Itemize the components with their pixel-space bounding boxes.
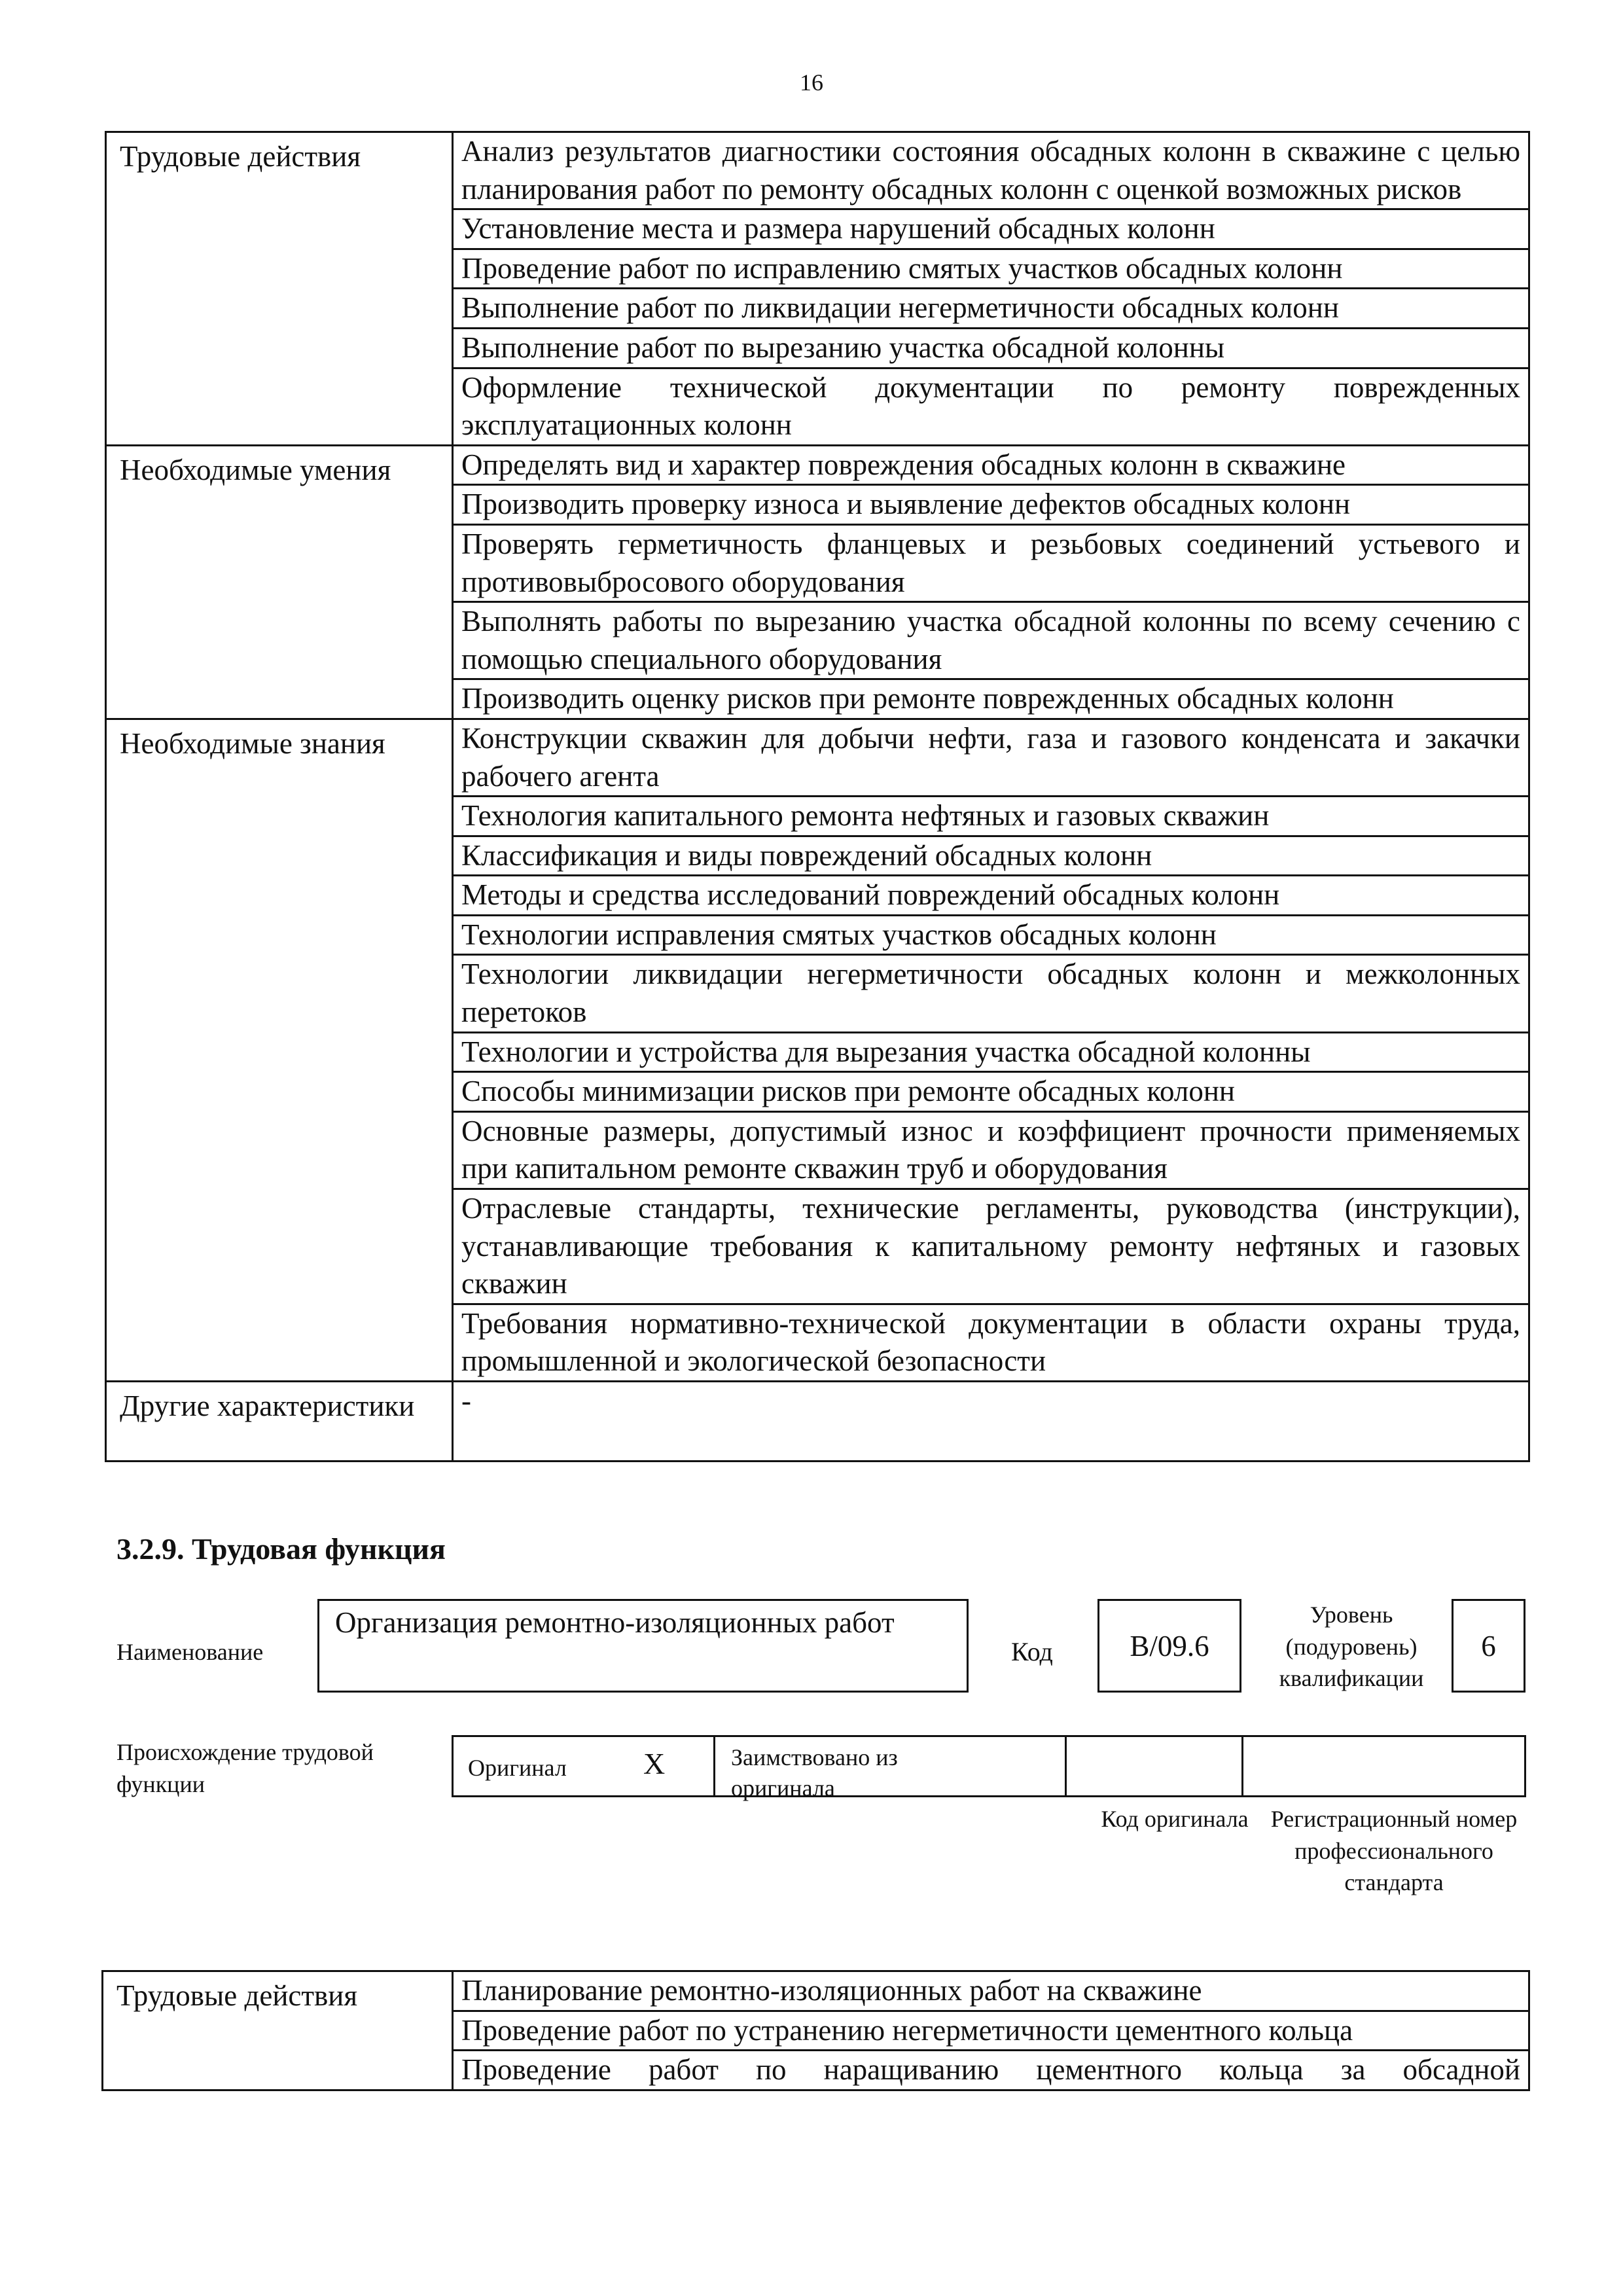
original-mark: X bbox=[643, 1747, 666, 1780]
name-value: Организация ремонтно-изоляционных работ bbox=[335, 1606, 895, 1639]
list-item: Проведение работ по исправлению смятых участков обсадных колонн bbox=[453, 249, 1529, 289]
original-text: Оригинал bbox=[468, 1755, 567, 1781]
code-value-box bbox=[1097, 1599, 1241, 1693]
section-label: Другие характеристики bbox=[106, 1382, 453, 1462]
level-value-box bbox=[1452, 1599, 1525, 1693]
original-code-cell bbox=[1067, 1737, 1243, 1795]
table-row bbox=[106, 719, 1529, 796]
borrowed-text: Заимствовано из оригинала bbox=[731, 1744, 898, 1801]
list-item: Анализ результатов диагностики состояния обсадных колонн в скважине с целью планирования работ по ремонту обсадных колонн с оценкой возможных рисков bbox=[453, 132, 1529, 209]
borrowed-cell bbox=[715, 1737, 1067, 1801]
list-item: Проведение работ по наращиванию цементного кольца за обсадной bbox=[453, 2051, 1529, 2090]
registration-number-cell bbox=[1243, 1737, 1524, 1795]
list-item: Технологии и устройства для вырезания участка обсадной колонны bbox=[453, 1032, 1529, 1072]
table-row bbox=[106, 1382, 1529, 1462]
section-title: 3.2.9. Трудовая функция bbox=[116, 1532, 446, 1566]
list-item: Способы минимизации рисков при ремонте обсадных колонн bbox=[453, 1072, 1529, 1112]
list-item: Технологии исправления смятых участков обсадных колонн bbox=[453, 915, 1529, 955]
section-label: Трудовые действия bbox=[103, 1971, 453, 2090]
list-item: Выполнение работ по вырезанию участка обсадной колонны bbox=[453, 328, 1529, 368]
table-row bbox=[103, 1971, 1529, 2011]
list-item: Проведение работ по устранению негерметичности цементного кольца bbox=[453, 2011, 1529, 2051]
section-label: Необходимые знания bbox=[106, 719, 453, 1381]
list-item: Классификация и виды повреждений обсадных колонн bbox=[453, 836, 1529, 876]
level-label: Уровень (подуровень) квалификации bbox=[1279, 1602, 1424, 1692]
list-item: Методы и средства исследований повреждений обсадных колонн bbox=[453, 876, 1529, 916]
origin-label: Происхождение трудовой функции bbox=[116, 1739, 374, 1797]
table-row bbox=[106, 445, 1529, 485]
original-cell bbox=[454, 1737, 715, 1795]
list-item: Планирование ремонтно-изоляционных работ на скважине bbox=[453, 1971, 1529, 2011]
list-item: Конструкции скважин для добычи нефти, газа и газового конденсата и закачки рабочего агента bbox=[453, 719, 1529, 796]
list-item: Оформление технической документации по ремонту поврежденных эксплуатационных колонн bbox=[453, 368, 1529, 445]
list-item: Производить оценку рисков при ремонте поврежденных обсадных колонн bbox=[453, 679, 1529, 719]
name-label: Наименование bbox=[116, 1639, 264, 1665]
list-item: Установление места и размера нарушений обсадных колонн bbox=[453, 209, 1529, 249]
list-item: Выполнять работы по вырезанию участка обсадной колонны по всему сечению с помощью специального оборудования bbox=[453, 602, 1529, 679]
origin-strip bbox=[452, 1735, 1526, 1801]
section-label: Трудовые действия bbox=[106, 132, 453, 446]
requirements-table bbox=[105, 131, 1530, 1462]
level-value: 6 bbox=[1481, 1629, 1496, 1662]
section-label: Необходимые умения bbox=[106, 445, 453, 719]
name-value-box bbox=[317, 1599, 969, 1693]
list-item: Производить проверку износа и выявление дефектов обсадных колонн bbox=[453, 485, 1529, 525]
list-item: Требования нормативно-технической документации в области охраны труда, промышленной и экологической безопасности bbox=[453, 1304, 1529, 1381]
table-row bbox=[106, 132, 1529, 209]
code-label: Код bbox=[1011, 1637, 1053, 1666]
labor-actions-table bbox=[101, 1970, 1530, 2091]
list-item: Отраслевые стандарты, технические регламенты, руководства (инструкции), устанавливающие требования к капитальному ремонту нефтяных и газовых скважин bbox=[453, 1189, 1529, 1304]
code-caption: Код оригинала bbox=[1101, 1806, 1249, 1832]
list-item: Технологии ликвидации негерметичности обсадных колонн и межколонных перетоков bbox=[453, 955, 1529, 1032]
list-item: Выполнение работ по ликвидации негерметичности обсадных колонн bbox=[453, 289, 1529, 329]
list-item: Определять вид и характер повреждения обсадных колонн в скважине bbox=[453, 445, 1529, 485]
registration-caption: Регистрационный номер профессионального стандарта bbox=[1270, 1806, 1518, 1896]
list-item: Проверять герметичность фланцевых и резьбовых соединений устьевого и противовыбросового оборудования bbox=[453, 524, 1529, 601]
code-value: B/09.6 bbox=[1130, 1629, 1209, 1662]
list-item: - bbox=[453, 1382, 1529, 1462]
page-number: 16 bbox=[800, 69, 823, 96]
list-item: Технология капитального ремонта нефтяных и газовых скважин bbox=[453, 797, 1529, 836]
list-item: Основные размеры, допустимый износ и коэффициент прочности применяемых при капитальном ремонте скважин труб и оборудования bbox=[453, 1111, 1529, 1189]
